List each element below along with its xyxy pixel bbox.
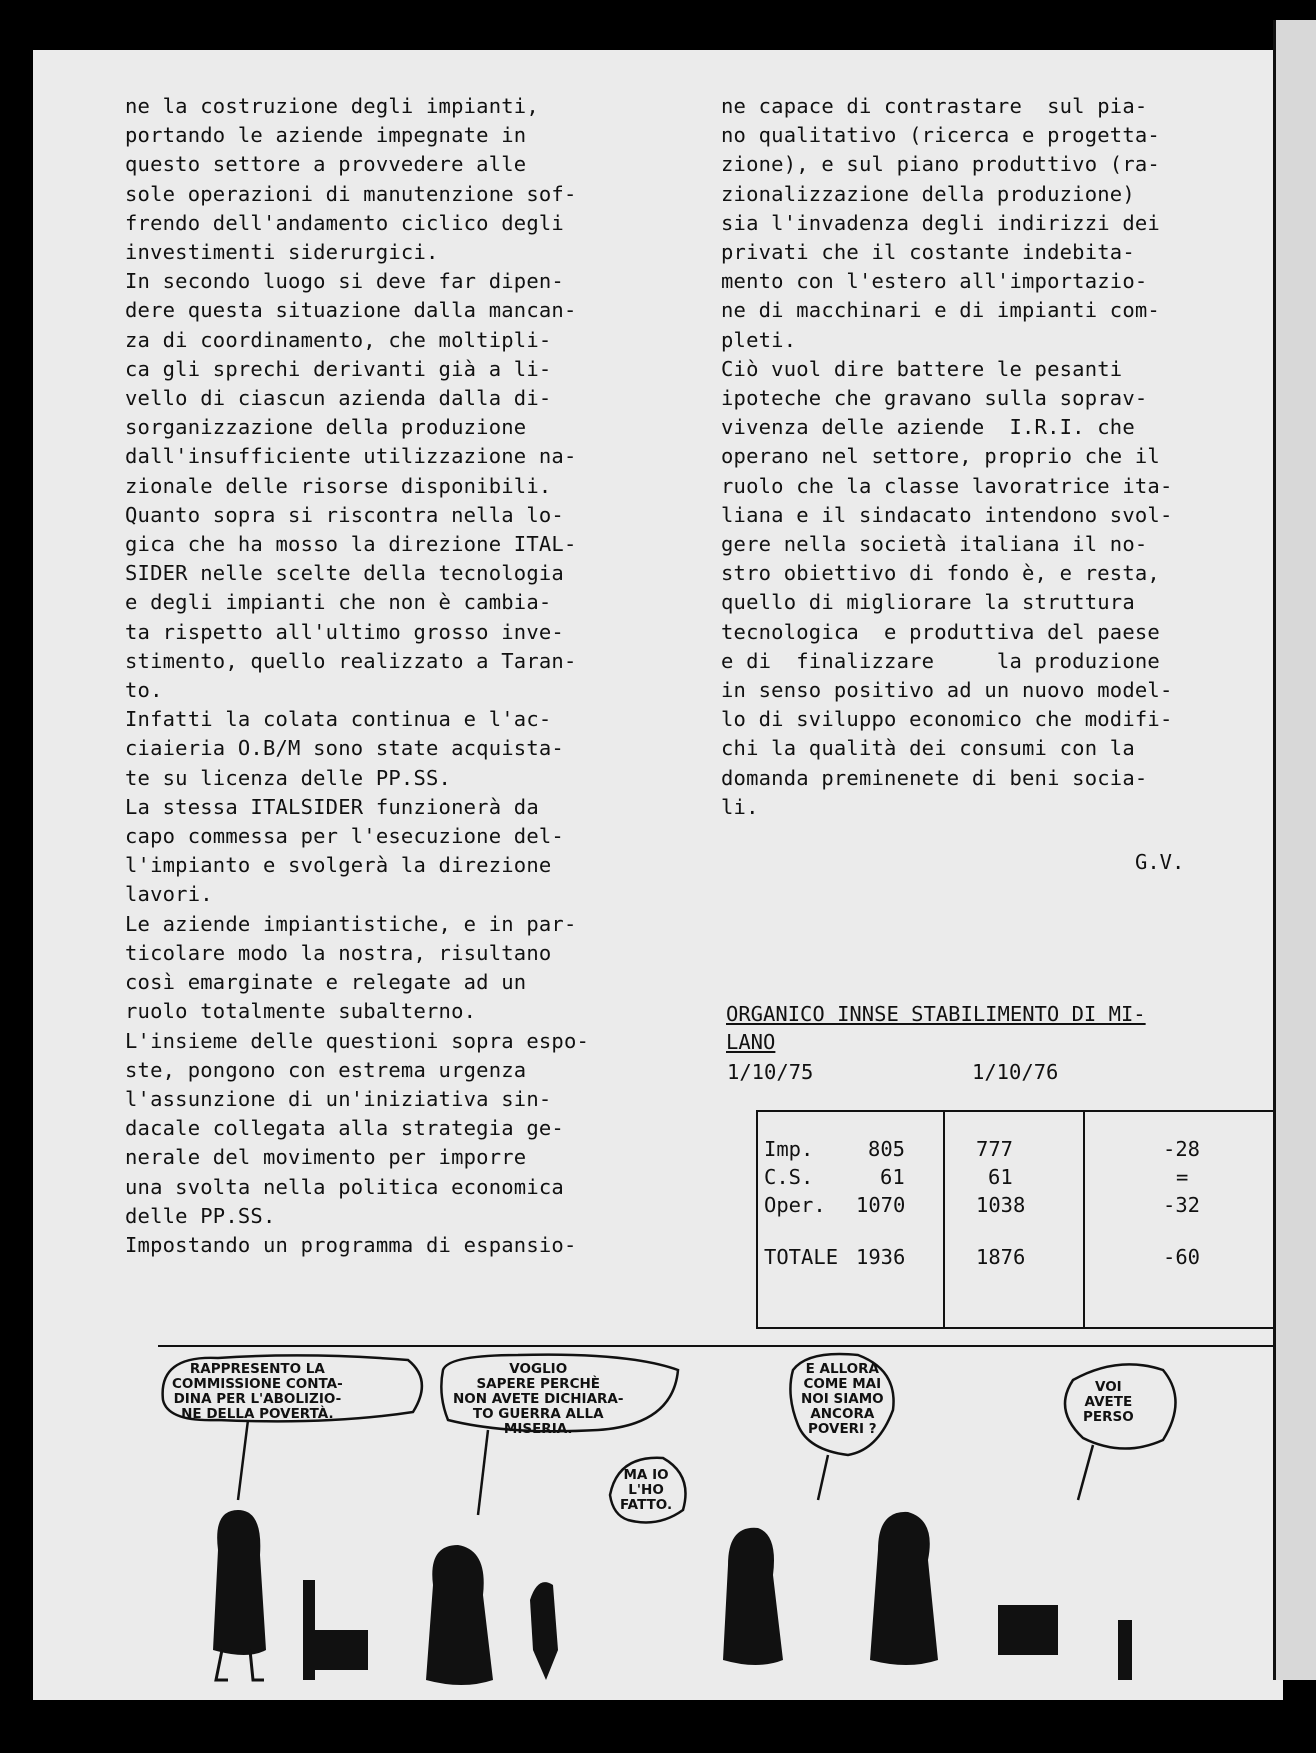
text-line: portando le aziende impegnate in bbox=[125, 123, 527, 148]
desk bbox=[308, 1630, 368, 1670]
text-line: operano nel settore, proprio che il bbox=[721, 444, 1160, 469]
text-line: una svolta nella politica economica bbox=[125, 1174, 564, 1199]
curtain bbox=[1118, 1620, 1132, 1680]
desk bbox=[998, 1605, 1058, 1655]
text-line: zionale delle risorse disponibili. bbox=[125, 473, 552, 498]
caption-1: RAPPRESENTO LA COMMISSIONE CONTA- DINA PER L'ABOLIZIO- NE DELLA POVERTÀ. bbox=[172, 1361, 343, 1422]
left-text-column bbox=[125, 92, 589, 1260]
caption-4: E ALLORA COME MAI NOI SIAMO ANCORA POVERI ? bbox=[801, 1361, 884, 1437]
row-label: Imp. bbox=[764, 1137, 814, 1161]
text-line: ta rispetto all'ultimo grosso inve- bbox=[125, 619, 564, 644]
row-value-1976: 1038 bbox=[976, 1193, 1026, 1217]
text-line: pleti. bbox=[721, 327, 797, 352]
text-line: liana e il sindacato intendono svol- bbox=[721, 502, 1173, 527]
text-line: ruolo che la classe lavoratrice ita- bbox=[721, 473, 1173, 498]
text-line: Quanto sopra si riscontra nella lo- bbox=[125, 502, 564, 527]
text-line: l'impianto e svolgerà la direzione bbox=[125, 853, 552, 878]
date-1976: 1/10/76 bbox=[972, 1060, 1059, 1084]
table-title-line1: ORGANICO INNSE STABILIMENTO DI MI- bbox=[726, 1002, 1146, 1026]
text-line: questo settore a provvedere alle bbox=[125, 152, 527, 177]
text-line: e di finalizzare la produzione bbox=[721, 648, 1160, 673]
text-line: sia l'invadenza degli indirizzi dei bbox=[721, 210, 1160, 235]
text-line: zionalizzazione della produzione) bbox=[721, 181, 1135, 206]
text-line: dacale collegata alla strategia ge- bbox=[125, 1116, 564, 1141]
text-line: lo di sviluppo economico che modifi- bbox=[721, 707, 1173, 732]
text-line: stro obiettivo di fondo è, e resta, bbox=[721, 561, 1160, 586]
text-line: sole operazioni di manutenzione sof- bbox=[125, 181, 577, 206]
row-label: C.S. bbox=[764, 1165, 814, 1189]
text-line: SIDER nelle scelte della tecnologia bbox=[125, 561, 564, 586]
signature: G.V. bbox=[1135, 850, 1185, 874]
text-line: ruolo totalmente subalterno. bbox=[125, 999, 477, 1024]
text-line: ste, pongono con estrema urgenza bbox=[125, 1057, 527, 1082]
row-diff: = bbox=[1176, 1165, 1189, 1189]
cartoon-strip bbox=[158, 1350, 1283, 1695]
row-value-1976: 777 bbox=[976, 1137, 1014, 1161]
text-line: no qualitativo (ricerca e progetta- bbox=[721, 123, 1160, 148]
total-label: TOTALE bbox=[764, 1245, 839, 1269]
text-line: to. bbox=[125, 678, 163, 703]
text-line: ticolare modo la nostra, risultano bbox=[125, 940, 552, 965]
table-divider bbox=[943, 1112, 945, 1327]
cartoon-figure bbox=[723, 1528, 783, 1665]
row-label: Oper. bbox=[764, 1193, 826, 1217]
text-line: delle PP.SS. bbox=[125, 1203, 276, 1228]
text-line: così emarginate e relegate ad un bbox=[125, 970, 527, 995]
text-line: mento con l'estero all'importazio- bbox=[721, 269, 1148, 294]
text-line: zione), e sul piano produttivo (ra- bbox=[721, 152, 1160, 177]
text-line: privati che il costante indebita- bbox=[721, 240, 1135, 265]
text-line: lavori. bbox=[125, 882, 213, 907]
text-line: chi la qualità dei consumi con la bbox=[721, 736, 1135, 761]
text-line: ciaieria O.B/M sono state acquista- bbox=[125, 736, 564, 761]
text-line: dall'insufficiente utilizzazione na- bbox=[125, 444, 577, 469]
caption-2: VOGLIO SAPERE PERCHÈ NON AVETE DICHIARA- TO GUERRA ALLA MISERIA. bbox=[453, 1361, 624, 1437]
page-edge bbox=[1273, 20, 1316, 1680]
text-line: tecnologica e produttiva del paese bbox=[721, 619, 1160, 644]
text-line: ipoteche che gravano sulla soprav- bbox=[721, 386, 1148, 411]
text-line: quello di migliorare la struttura bbox=[721, 590, 1135, 615]
text-line: La stessa ITALSIDER funzionerà da bbox=[125, 794, 539, 819]
text-line: vello di ciascun azienda dalla di- bbox=[125, 386, 552, 411]
row-value-1975: 805 bbox=[868, 1137, 906, 1161]
row-value-1976: 61 bbox=[988, 1165, 1013, 1189]
text-line: gere nella società italiana il no- bbox=[721, 532, 1148, 557]
text-line: ne la costruzione degli impianti, bbox=[125, 94, 539, 118]
text-line: e degli impianti che non è cambia- bbox=[125, 590, 552, 615]
cartoon-figure bbox=[530, 1582, 558, 1680]
text-line: Impostando un programma di espansio- bbox=[125, 1232, 577, 1257]
total-value-1976: 1876 bbox=[976, 1245, 1026, 1269]
cartoon-figure bbox=[213, 1510, 266, 1655]
text-line: l'assunzione di un'iniziativa sin- bbox=[125, 1086, 552, 1111]
row-diff: -28 bbox=[1163, 1137, 1201, 1161]
text-line: li. bbox=[721, 794, 759, 819]
text-line: in senso positivo ad un nuovo model- bbox=[721, 678, 1173, 703]
caption-3: MA IO L'HO FATTO. bbox=[620, 1467, 673, 1513]
text-line: gica che ha mosso la direzione ITAL- bbox=[125, 532, 577, 557]
total-diff: -60 bbox=[1163, 1245, 1201, 1269]
caption-5: VOI AVETE PERSO bbox=[1083, 1379, 1134, 1425]
total-value-1975: 1936 bbox=[856, 1245, 906, 1269]
text-line: L'insieme delle questioni sopra espo- bbox=[125, 1028, 590, 1053]
text-line: capo commessa per l'esecuzione del- bbox=[125, 824, 564, 849]
text-line: Infatti la colata continua e l'ac- bbox=[125, 707, 552, 732]
text-line: Le aziende impiantistiche, e in par- bbox=[125, 911, 577, 936]
separator-line bbox=[158, 1345, 1280, 1347]
table-title-line2: LANO bbox=[726, 1030, 776, 1054]
page-sheet bbox=[33, 50, 1283, 1700]
text-line: dere questa situazione dalla mancan- bbox=[125, 298, 577, 323]
text-line: sorganizzazione della produzione bbox=[125, 415, 527, 440]
text-line: Ciò vuol dire battere le pesanti bbox=[721, 356, 1123, 381]
cartoon-figure bbox=[426, 1545, 493, 1685]
row-value-1975: 61 bbox=[880, 1165, 905, 1189]
date-1975: 1/10/75 bbox=[727, 1060, 814, 1084]
text-line: domanda preminenete di beni socia- bbox=[721, 765, 1148, 790]
right-text-column bbox=[721, 92, 1173, 822]
text-line: frendo dell'andamento ciclico degli bbox=[125, 210, 564, 235]
table-divider bbox=[1083, 1112, 1085, 1327]
cartoon-figure bbox=[870, 1512, 938, 1665]
text-line: za di coordinamento, che moltipli- bbox=[125, 327, 552, 352]
text-line: ca gli sprechi derivanti già a li- bbox=[125, 356, 552, 381]
text-line: te su licenza delle PP.SS. bbox=[125, 765, 452, 790]
text-line: ne capace di contrastare sul pia- bbox=[721, 94, 1148, 118]
text-line: stimento, quello realizzato a Taran- bbox=[125, 648, 577, 673]
staff-table bbox=[756, 1110, 1307, 1329]
text-line: investimenti siderurgici. bbox=[125, 240, 439, 265]
row-diff: -32 bbox=[1163, 1193, 1201, 1217]
text-line: nerale del movimento per imporre bbox=[125, 1145, 527, 1170]
table-title bbox=[726, 1000, 1146, 1056]
text-line: ne di macchinari e di impianti com- bbox=[721, 298, 1160, 323]
text-line: In secondo luogo si deve far dipen- bbox=[125, 269, 564, 294]
text-line: vivenza delle aziende I.R.I. che bbox=[721, 415, 1135, 440]
row-value-1975: 1070 bbox=[856, 1193, 906, 1217]
